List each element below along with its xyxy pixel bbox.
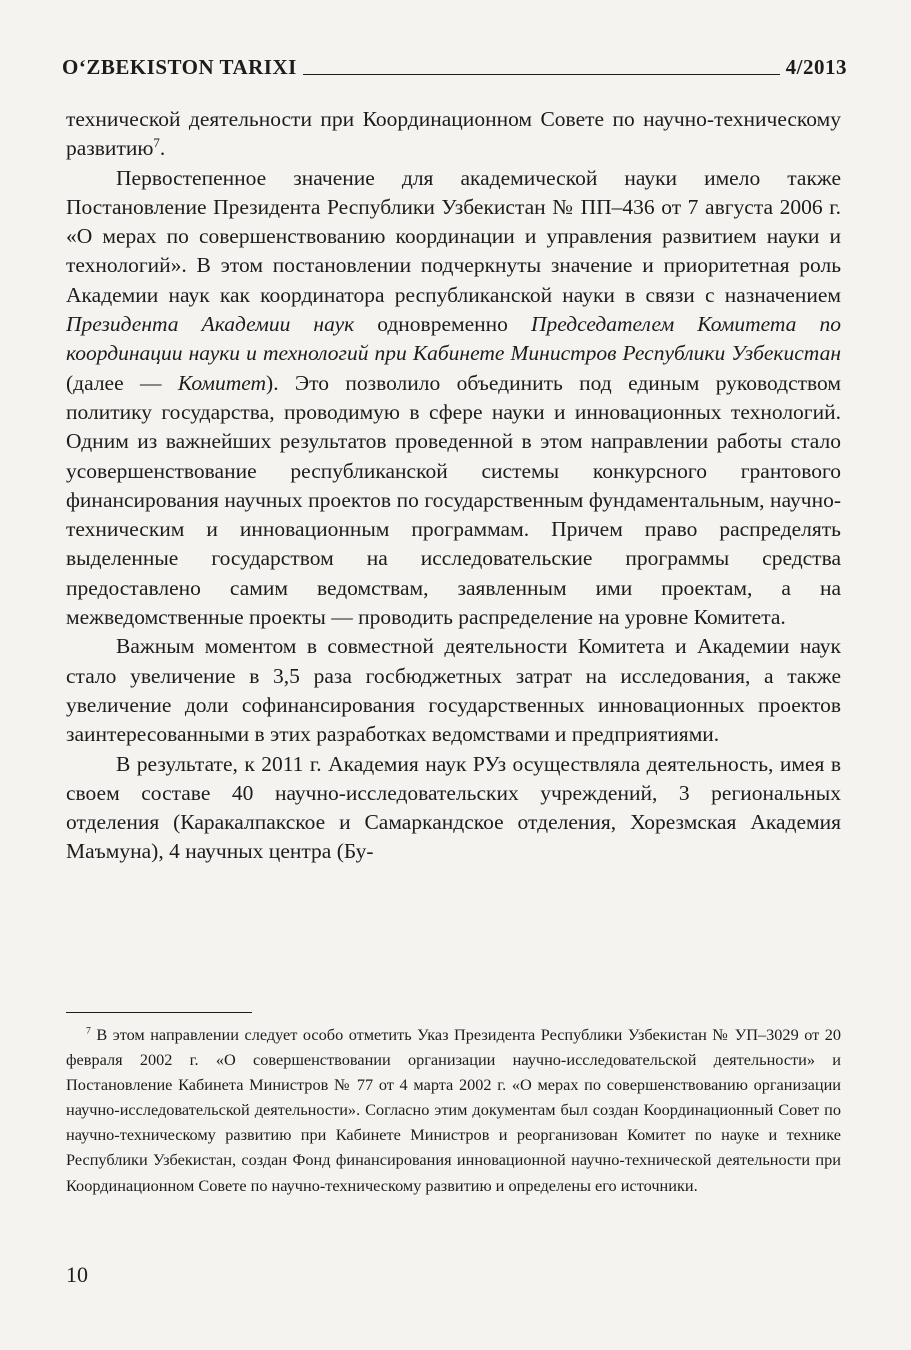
text-run: технической деятельности при Координационном Совете по научно-техническому развитию (66, 107, 841, 161)
issue-number: 4/2013 (785, 55, 847, 79)
footnote (66, 1022, 841, 1198)
paragraph (66, 750, 841, 867)
footnote-marker: 7 (86, 1025, 91, 1037)
text-run: Первостепенное значение для академической науки имело также Постановление Президента Республики Узбекистан № ПП–436 от 7 августа 2006 г. «О мерах по совершенствованию координации и управления развитием науки и технологий». В этом постановлении подчеркнуты значение и приоритетная роль Академии наук как координатора республиканской науки в связи с назначением (66, 165, 841, 307)
body-text (66, 105, 841, 867)
running-header (62, 50, 847, 80)
text-run: ). Это позволило объединить под единым руководством политику государства, проводимую в сфере науки и инновационных технологий. Одним из важнейших результатов проведенной в этом направлении работы стало усовершенствование республиканской системы конкурсного грантового финансирования научных проектов по государственным фундаментальным, научно-техническим и инновационным программам. Причем право распределять выделенные государством на исследовательские программы средства предоставлено самим ведомствам, заявленным ими проектам, а на межведомственные проекты — проводить распределение на уровне Комитета. (66, 370, 841, 630)
text-run: (далее — (66, 370, 178, 395)
paragraph (66, 105, 841, 164)
text-run: В результате, к 2011 г. Академия наук РУз осуществляла деятельность, имея в своем составе 40 научно-исследовательских учреждений, 3 региональных отделения (Каракалпакское и Самаркандское отделения, Хорезмская Академия Маъмуна), 4 научных центра (Бу- (66, 751, 841, 864)
paragraph (66, 164, 841, 633)
italic-text: Комитет (177, 370, 267, 395)
text-run: одновременно (354, 312, 531, 337)
text-run: Важным моментом в совместной деятельности Комитета и Академии наук стало увеличение в 3,5 раза госбюджетных затрат на исследования, а также увеличение доли софинансирования государственных инновационных проектов заинтересованными в этих разработках ведомствами и предприятиями. (66, 634, 841, 747)
footnote-rule (66, 1012, 252, 1013)
page-number: 10 (66, 1262, 88, 1287)
text-run: . (159, 136, 166, 161)
footnote-ref: 7 (153, 136, 160, 151)
paragraph (66, 632, 841, 749)
footnote-text: В этом направлении следует особо отметить Указ Президента Республики Узбекистан № УП–3029 от 20 февраля 2002 г. «О совершенствовании организации научно-исследовательской деятельности» и Постановление Кабинета Министров № 77 от 4 марта 2002 г. «О мерах по совершенствованию организации научно-исследовательской деятельности». Согласно этим документам был создан Координационный Совет по научно-техническому развитию при Кабинете Министров и реорганизован Комитет по науке и технике Республики Узбекистан, создан Фонд финансирования инновационной научно-технической деятельности при Координационном Совете по научно-техническому развитию и определены его источники. (66, 1025, 841, 1195)
italic-text: Президента Академии наук (66, 312, 355, 337)
journal-title: O‘ZBEKISTON TARIXI (62, 55, 297, 79)
header-rule (303, 74, 780, 75)
italic-text: Председателем Комитета по координации науки и технологий при Кабинете Министров Республики Узбекистан (66, 312, 841, 366)
